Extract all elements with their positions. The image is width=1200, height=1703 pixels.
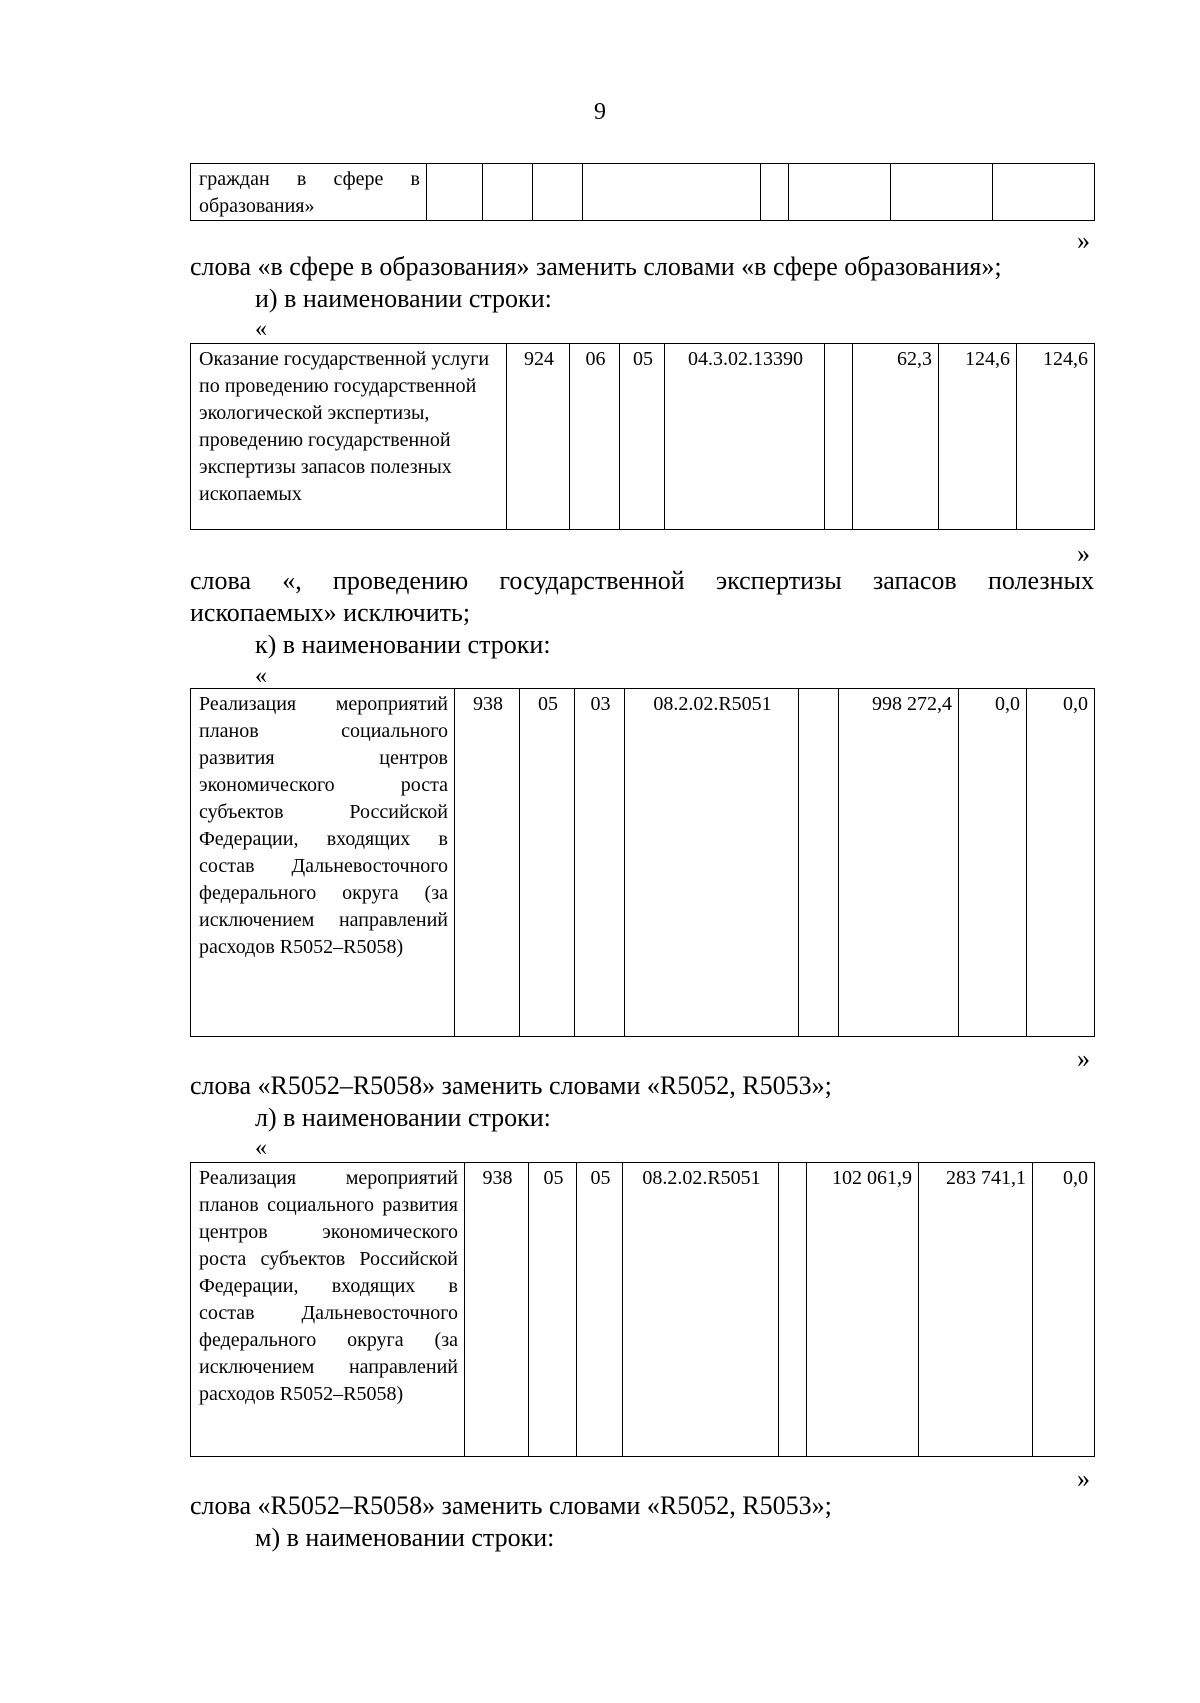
cell xyxy=(583,164,761,221)
row-name: Реализация мероприятий планов социального развития центров экономического роста субъектов Российской Федерации, входящих в состав Дальневосточного федерального округа (за исключением направлений расходов R5052–R5058) xyxy=(191,689,455,1037)
cell-amount-3: 124,6 xyxy=(1017,344,1095,530)
cell xyxy=(891,164,993,221)
budget-table-row-l xyxy=(190,1162,1095,1457)
cell-amount-2: 283 741,1 xyxy=(919,1163,1033,1457)
cell xyxy=(483,164,533,221)
paragraph: слова «R5052–R5058» заменить словами «R5052, R5053»; xyxy=(190,1071,832,1100)
cell-amount-1: 62,3 xyxy=(853,344,939,530)
cell-subsection: 05 xyxy=(577,1163,623,1457)
cell-amount-3: 0,0 xyxy=(1027,689,1095,1037)
cell-target-article: 08.2.02.R5051 xyxy=(625,689,799,1037)
cell-amount-2: 0,0 xyxy=(959,689,1027,1037)
cell-section: 05 xyxy=(520,689,575,1037)
paragraph: слова «R5052–R5058» заменить словами «R5052, R5053»; xyxy=(190,1491,832,1520)
paragraph: ископаемых» исключить; xyxy=(190,598,471,627)
cell-ministry-code: 924 xyxy=(507,344,570,530)
closing-quote: » xyxy=(1077,226,1090,255)
paragraph: м) в наименовании строки: xyxy=(255,1523,555,1552)
cell xyxy=(993,164,1095,221)
cell xyxy=(427,164,483,221)
closing-quote: » xyxy=(1077,539,1090,568)
cell-ministry-code: 938 xyxy=(455,689,520,1037)
cell-section: 05 xyxy=(529,1163,577,1457)
budget-table-row-i xyxy=(190,343,1095,530)
cell-target-article: 04.3.02.13390 xyxy=(665,344,825,530)
cell-subsection: 03 xyxy=(575,689,625,1037)
cell-expense-type xyxy=(825,344,853,530)
paragraph: слова «в сфере в образования» заменить словами «в сфере образования»; xyxy=(190,252,1002,281)
page-number: 9 xyxy=(594,99,606,125)
paragraph: слова «, проведению государственной экспертизы запасов полезных xyxy=(190,566,1094,595)
cell-amount-2: 124,6 xyxy=(939,344,1017,530)
cell xyxy=(761,164,789,221)
budget-table-continuation xyxy=(190,163,1095,221)
cell-amount-1: 102 061,9 xyxy=(807,1163,919,1457)
cell-section: 06 xyxy=(570,344,620,530)
row-name: Оказание государственной услуги по проведению государственной экологической экспертизы, проведению государственной экспертизы запасов полезных ископаемых xyxy=(191,344,507,530)
cell-ministry-code: 938 xyxy=(465,1163,529,1457)
cell-amount-3: 0,0 xyxy=(1033,1163,1095,1457)
table-row xyxy=(191,344,1095,530)
opening-quote: « xyxy=(255,316,267,342)
cell xyxy=(789,164,891,221)
paragraph: л) в наименовании строки: xyxy=(255,1103,551,1132)
opening-quote: « xyxy=(255,663,267,689)
cell-amount-1: 998 272,4 xyxy=(839,689,959,1037)
cell xyxy=(533,164,583,221)
opening-quote: « xyxy=(255,1135,267,1161)
row-name: граждан в сфере в образования» xyxy=(191,164,427,221)
closing-quote: » xyxy=(1077,1464,1090,1493)
cell-subsection: 05 xyxy=(620,344,665,530)
closing-quote: » xyxy=(1077,1044,1090,1073)
cell-expense-type xyxy=(779,1163,807,1457)
table-row xyxy=(191,1163,1095,1457)
table-row xyxy=(191,164,1095,221)
paragraph: к) в наименовании строки: xyxy=(255,630,551,659)
table-row xyxy=(191,689,1095,1037)
paragraph: и) в наименовании строки: xyxy=(255,284,552,313)
row-name: Реализация мероприятий планов социального развития центров экономического роста субъектов Российской Федерации, входящих в состав Дальневосточного федерального округа (за исключением направлений расходов R5052–R5058) xyxy=(191,1163,465,1457)
cell-expense-type xyxy=(799,689,839,1037)
budget-table-row-k xyxy=(190,688,1095,1037)
cell-target-article: 08.2.02.R5051 xyxy=(623,1163,779,1457)
